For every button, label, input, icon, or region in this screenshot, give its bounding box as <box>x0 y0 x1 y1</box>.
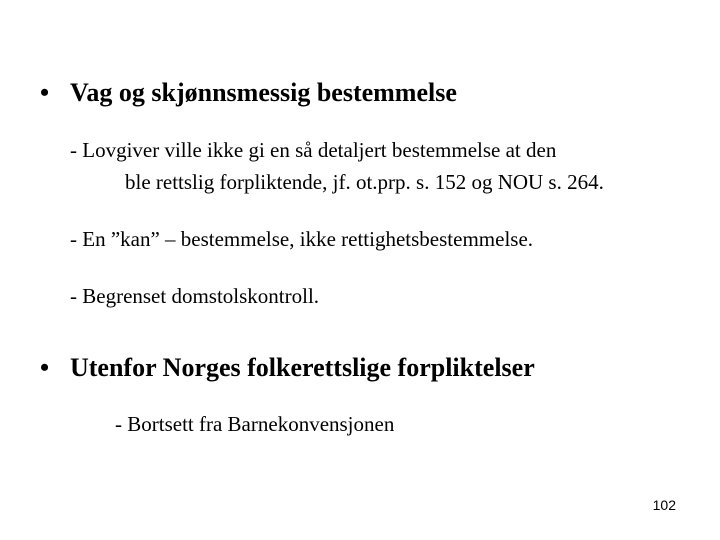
page-number: 102 <box>652 497 676 513</box>
bullet-heading: Utenfor Norges folkerettslige forpliktelser <box>70 353 535 382</box>
bullet-heading: Vag og skjønnsmessig bestemmelse <box>70 78 457 107</box>
bullet-icon: • <box>40 353 50 382</box>
bullet-icon: • <box>40 78 50 107</box>
subpoint-text-continuation: ble rettslig forpliktende, jf. ot.prp. s. 152 og NOU s. 264. <box>125 170 604 194</box>
subpoint-text: - Lovgiver ville ikke gi en så detaljert bestemmelse at den <box>70 138 557 162</box>
subpoint-text: - Begrenset domstolskontroll. <box>70 284 320 308</box>
subpoint-text: - En ”kan” – bestemmelse, ikke rettighetsbestemmelse. <box>70 227 534 251</box>
bullet-item-vag <box>40 78 457 108</box>
subpoint-text: - Bortsett fra Barnekonvensjonen <box>115 412 395 436</box>
bullet-item-utenfor <box>40 353 535 383</box>
